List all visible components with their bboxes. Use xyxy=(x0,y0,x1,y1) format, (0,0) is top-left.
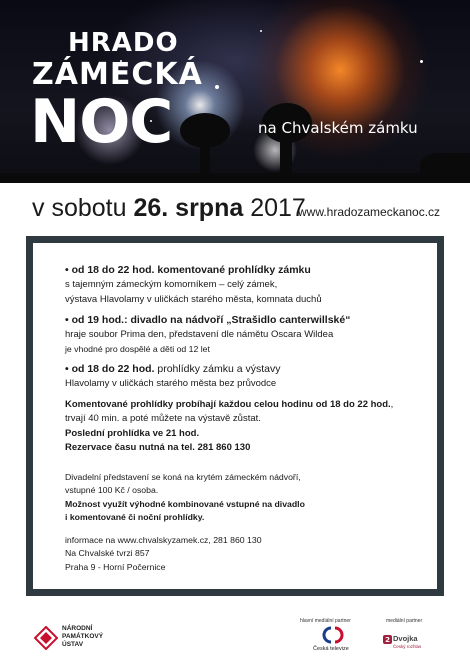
firework-spark xyxy=(420,60,423,63)
program-box xyxy=(26,236,444,596)
ceska-televize-name: Česká televize xyxy=(313,646,349,652)
dvojka-subtitle: Český rozhlas xyxy=(393,644,422,649)
section-heading: • od 19 hod.: divadlo na nádvoří „Strašidlo canterwillské“ xyxy=(65,314,351,326)
svg-text:2: 2 xyxy=(385,636,390,644)
reservation-note: Rezervace času nutná na tel. 281 860 130 xyxy=(65,442,251,453)
program-content xyxy=(65,263,435,574)
note-line: vstupné 100 Kč / osoba. xyxy=(65,485,159,495)
firework-spark xyxy=(215,85,219,89)
section-line: hraje soubor Prima den, představení dle námětu Oscara Wildea xyxy=(65,329,334,340)
dvojka-name: Dvojka xyxy=(393,634,418,643)
npu-line: ÚSTAV xyxy=(62,641,84,648)
ceska-televize-logo-icon xyxy=(322,626,344,644)
section-line: Hlavolamy v uličkách starého města bez průvodce xyxy=(65,378,277,389)
npu-logo-icon xyxy=(34,626,58,650)
section-heading-bold: • od 18 do 22 hod. xyxy=(65,363,155,375)
npu-line: NÁRODNÍ xyxy=(62,625,93,632)
ground-silhouette xyxy=(0,173,470,183)
tour-info xyxy=(65,398,435,456)
punctuation: , xyxy=(390,398,394,410)
section-heading: • od 18 do 22 hod. komentované prohlídky zámku xyxy=(65,264,311,276)
note-line: Divadelní představení se koná na krytém zámeckém nádvoří, xyxy=(65,471,301,482)
npu-logo-text xyxy=(62,625,103,649)
title-zamecka: ZÁMECKÁ xyxy=(32,57,203,92)
hero-banner xyxy=(0,0,470,183)
tour-schedule: Komentované prohlídky probíhají každou celou hodinu od 18 do 22 hod. xyxy=(65,398,391,410)
event-date xyxy=(32,194,306,223)
title-noc: NOC xyxy=(30,87,173,157)
program-section-tours xyxy=(65,263,435,307)
contact-info xyxy=(65,534,435,575)
contact-web-phone: informace na www.chvalskyzamek.cz, 281 860 130 xyxy=(65,534,262,545)
age-note: je vhodné pro dospělé a děti od 12 let xyxy=(65,343,210,354)
combined-ticket-note: Možnost využít výhodné kombinované vstupné na divadlo xyxy=(65,498,305,509)
footer-logos xyxy=(0,608,470,665)
contact-street: Na Chvalské tvrzi 857 xyxy=(65,548,150,558)
date-day: 26. srpna xyxy=(133,194,244,222)
date-prefix: v sobotu xyxy=(32,194,127,222)
tour-duration: trvají 40 min. a poté můžete na výstavě zůstat. xyxy=(65,413,261,424)
program-section-self-guided xyxy=(65,362,435,392)
main-media-partner-caption: hlavní mediální partner xyxy=(300,618,351,624)
npu-line: PAMÁTKOVÝ xyxy=(62,633,104,640)
theatre-notes xyxy=(65,471,435,525)
website-link[interactable]: www.hradozameckanoc.cz xyxy=(298,205,441,219)
combined-ticket-note: i komentované či noční prohlídky. xyxy=(65,512,205,522)
section-line: výstava Hlavolamy v uličkách starého města, komnata duchů xyxy=(65,293,322,305)
tree-silhouette xyxy=(180,113,230,148)
section-heading-rest: prohlídky zámku a výstavy xyxy=(154,363,281,375)
last-tour: Poslední prohlídka ve 21 hod. xyxy=(65,427,200,439)
firework-spark xyxy=(260,30,262,32)
contact-city: Praha 9 - Horní Počernice xyxy=(65,561,166,572)
program-section-theatre xyxy=(65,313,435,356)
media-partner-caption: mediální partner xyxy=(386,618,423,624)
title-hrado: HRADO xyxy=(68,28,179,58)
section-line: s tajemným zámeckým komorníkem – celý zámek, xyxy=(65,279,278,290)
subtitle-location: na Chvalském zámku xyxy=(258,119,418,137)
dvojka-logo-icon xyxy=(383,635,392,644)
date-year: 2017 xyxy=(250,194,306,222)
